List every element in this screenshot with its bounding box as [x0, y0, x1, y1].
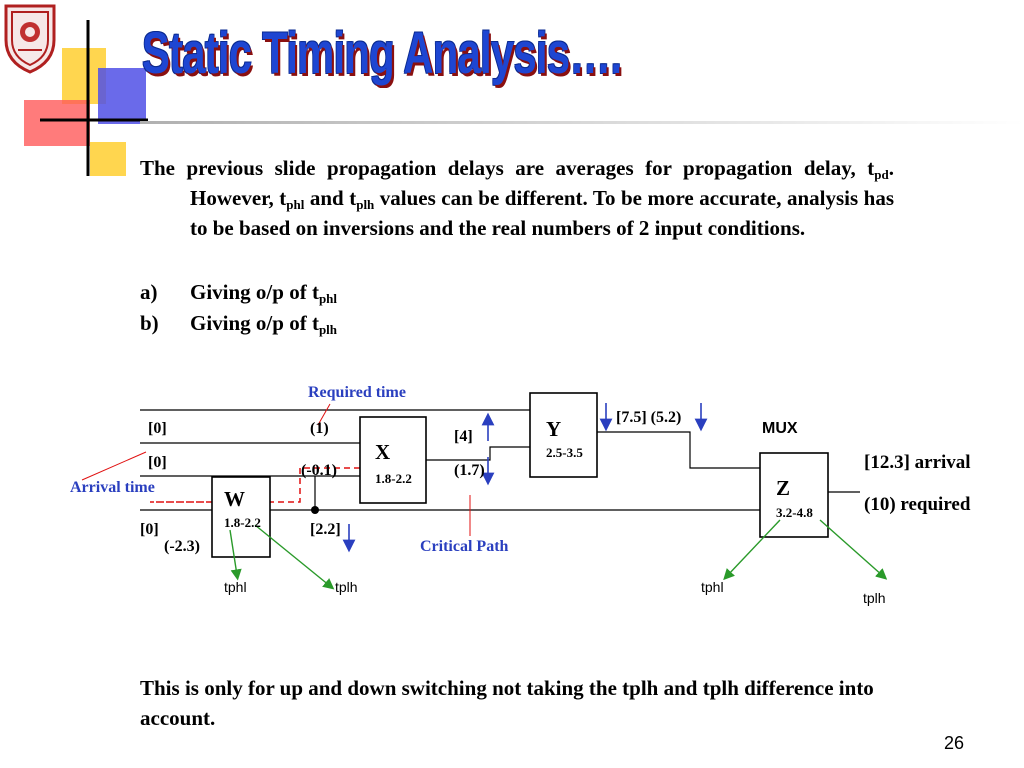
w-output-arrival: [2.2] — [310, 521, 341, 538]
critical-path-label: Critical Path — [420, 538, 509, 555]
tplh-label-z: tplh — [863, 590, 886, 606]
required-time-label: Required time — [308, 384, 406, 401]
tplh-label-w: tplh — [335, 579, 358, 595]
x-input2-required: (-0.1) — [301, 462, 337, 479]
list-item: b) Giving o/p of $t_{plh}$ — [140, 311, 338, 337]
tphl-label-w: tphl — [224, 579, 247, 595]
tphl-label-z: tphl — [701, 579, 724, 595]
footer-note: This is only for up and down switching not taking the tplh and tplh difference into account. — [140, 676, 874, 730]
input-3-arrival: [0] — [140, 521, 159, 538]
gate-x-name: X — [375, 440, 391, 464]
z-required-label: (10) required — [864, 494, 971, 515]
x-output-arrival: [4] — [454, 428, 473, 445]
list-item: a) Giving o/p of $t_{phl}$ — [140, 280, 338, 306]
gate-y-delay: 2.5-3.5 — [546, 445, 583, 460]
gate-w-name: W — [224, 487, 245, 511]
z-arrival-label: [12.3] arrival — [864, 452, 971, 473]
gate-y-name: Y — [546, 417, 562, 441]
gate-z — [760, 453, 828, 537]
mux-label: MUX — [762, 420, 798, 437]
gate-y — [530, 393, 597, 477]
junction-dot — [311, 506, 319, 514]
gate-z-delay: 3.2-4.8 — [776, 505, 813, 520]
gate-x — [360, 417, 426, 503]
x-output-required: (1.7) — [454, 462, 485, 479]
gate-z-name: Z — [776, 476, 791, 500]
input-2-arrival: [0] — [148, 454, 167, 471]
arrival-time-label: Arrival time — [70, 479, 155, 496]
page-number: 26 — [943, 733, 964, 753]
input-1-arrival: [0] — [148, 420, 167, 437]
intro-paragraph: The previous slide propagation delays are averages for propagation delay, $t_{pd}$. However, $t_{phl}$ and $t_{plh}$ values can be different. To be more accurate, analysis has to be based on inversions and the real numbers of 2 input conditions. — [140, 156, 895, 240]
w-input-required: (-2.3) — [164, 538, 200, 555]
slide-title: Static Timing Analysis…. — [142, 21, 622, 86]
gate-w-delay: 1.8-2.2 — [224, 515, 261, 530]
y-output-times: [7.5] (5.2) — [616, 409, 682, 426]
gate-x-delay: 1.8-2.2 — [375, 471, 412, 486]
x-input-required: (1) — [310, 420, 329, 437]
